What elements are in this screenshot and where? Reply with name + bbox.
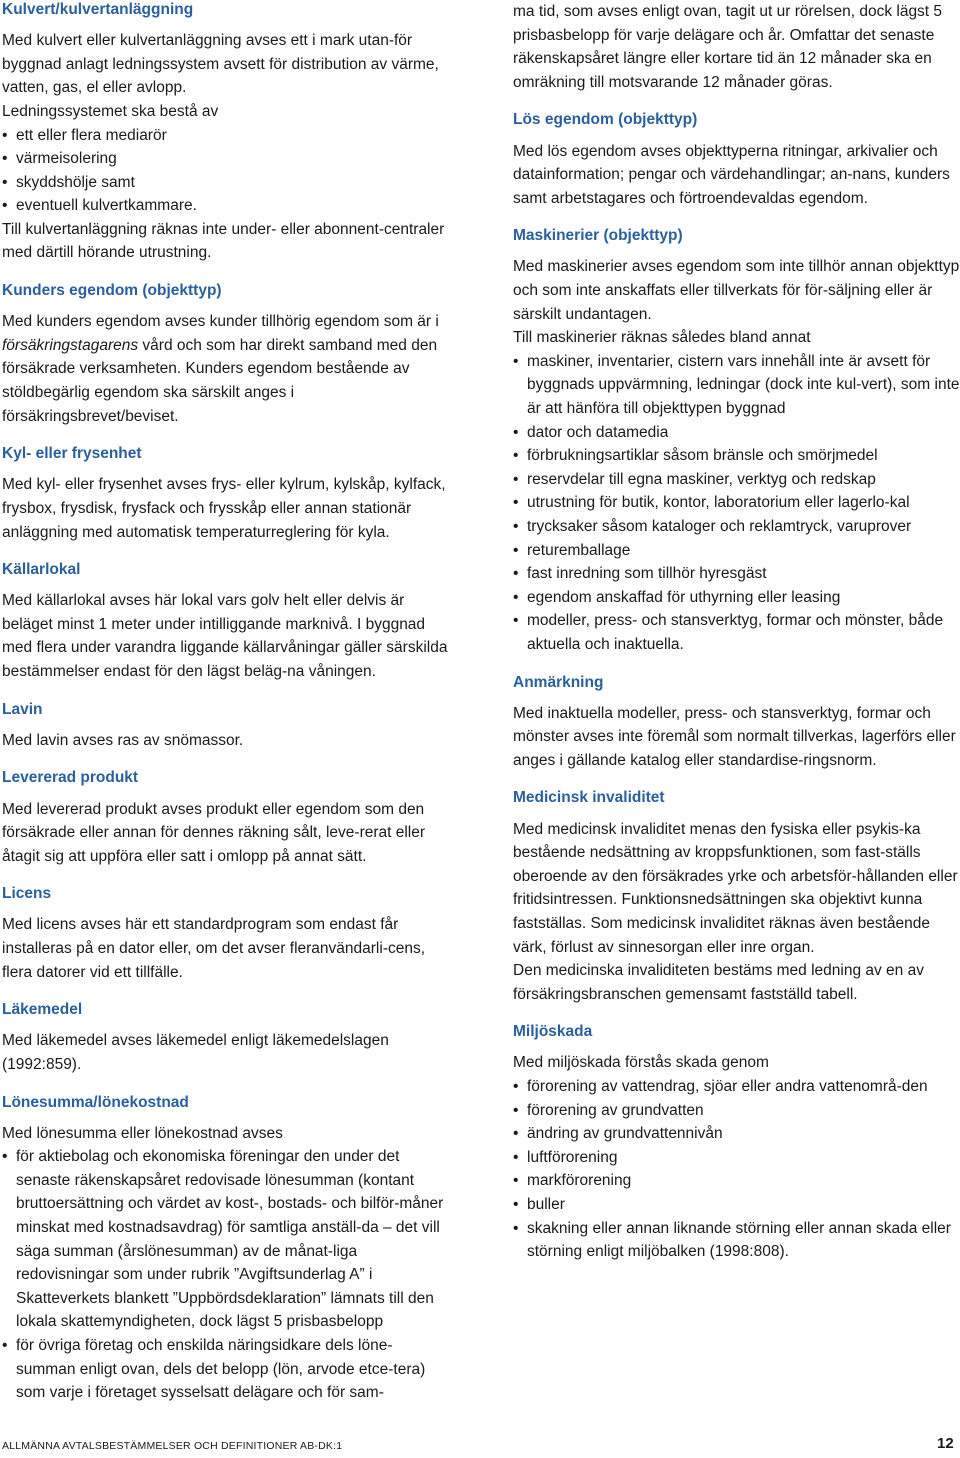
section-los-egendom-objekttyp (513, 110, 960, 210)
list-item: • fast inredning som tillhör hyresgäst (513, 562, 960, 586)
paragraph: Med kunders egendom avses kunder tillhörig egendom som är i försäkringstagarens vård och som har direkt samband med den försäkrade verksamheten. Kunders egendom bestående av stöldbegärlig egendom ska särskilt anges i försäkringsbrevet/beviset. (2, 313, 439, 425)
bullet-list (2, 124, 450, 218)
section-lakemedel (2, 1000, 450, 1076)
paragraph: Med läkemedel avses läkemedel enligt läkemedelslagen (1992:859). (2, 1032, 389, 1073)
section-kunders-egendom-objekttyp (2, 281, 450, 428)
section-licens (2, 884, 450, 984)
paragraph: Med lös egendom avses objekttyperna ritningar, arkivalier och datainformation; pengar och värdehandlingar; an-nans, kunders samt arbetstagares och förtroendevaldas egendom. (513, 142, 950, 207)
section-heading: Medicinsk invaliditet (513, 789, 665, 807)
list-item: • modeller, press- och stansverktyg, formar och mönster, både aktuella och inaktuella. (513, 609, 960, 656)
list-item: • utrustning för butik, kontor, laboratorium eller lagerlo-kal (513, 491, 960, 515)
section-heading: Levererad produkt (2, 769, 139, 787)
list-item: • skakning eller annan liknande störning eller annan skada eller störning enligt miljöbalken (1998:808). (513, 1217, 960, 1264)
paragraph: Med kyl- eller frysenhet avses frys- eller kylrum, kylskåp, kylfack, frysbox, frysdisk, frysfack och frysskåp eller annan stationär anläggning med automatisk temperaturreglering för kyla. (2, 476, 446, 541)
section-heading: Licens (2, 885, 52, 903)
section-medicinsk-invaliditet (513, 788, 960, 1006)
paragraph: Med lönesumma eller lönekostnad avses (2, 1124, 283, 1142)
bullet-list (513, 1075, 960, 1264)
section-heading: Kunders egendom (objekttyp) (2, 282, 222, 300)
list-item: • buller (513, 1193, 960, 1217)
paragraph: ma tid, som avses enligt ovan, tagit ut ur rörelsen, dock lägst 5 prisbasbelopp för varje delägare och år. Omfattar det senaste räkenskapsåret längre eller kortare tid än 12 månader ska en omräkning till motsvarande 12 månader göras. (513, 3, 943, 91)
section-maskinerier-objekttyp (513, 226, 960, 656)
footer-text: ALLMÄNNA AVTALSBESTÄMMELSER OCH DEFINITIONER AB-DK:1 (2, 1440, 343, 1452)
list-item: • luftförorening (513, 1146, 960, 1170)
list-item: • returemballage (513, 539, 960, 563)
bullet-list (2, 1145, 450, 1405)
section-heading: Maskinerier (objekttyp) (513, 227, 683, 245)
section-heading: Källarlokal (2, 561, 81, 579)
section-heading: Läkemedel (2, 1001, 83, 1019)
section-heading: Kulvert/kulvertanläggning (2, 1, 194, 18)
paragraph: Med licens avses här ett standardprogram som endast får installeras på en dator eller, om det avser fleranvändarli-cens, flera datorer vid ett tillfälle. (2, 916, 426, 981)
right-column (513, 0, 960, 1280)
section-lavin (2, 700, 450, 753)
section-kallarlokal (2, 560, 450, 684)
list-item: • för aktiebolag och ekonomiska föreningar den under det senaste räkenskapsåret redovisade lönesumman (kontant bruttoersättning och värdet av kost-, bostads- och bilför-måner minskat med kostnadsavdrag) för samtliga anställ-da – det vill säga summan (årslönesumman) av de månat-liga redovisningar som under rubrik ”Avgiftsunderlag A” i Skatteverkets blankett ”Uppbördsdeklaration” lämnats till den lokala skattemyndigheten, dock lägst 5 prisbasbelopp (2, 1145, 450, 1334)
list-item: • dator och datamedia (513, 421, 960, 445)
list-item: • egendom anskaffad för uthyrning eller leasing (513, 586, 960, 610)
paragraph: Med maskinerier avses egendom som inte tillhör annan objekttyp och som inte anskaffats eller tillverkats för för-säljning eller är särskilt undantagen. (513, 258, 960, 323)
list-item: • ett eller flera mediarör (2, 124, 450, 148)
section-kyl-eller-frysenhet (2, 444, 450, 544)
section-continued (513, 0, 960, 94)
list-item: • förorening av vattendrag, sjöar eller andra vattenområ-den (513, 1075, 960, 1099)
paragraph: Med kulvert eller kulvertanläggning avses ett i mark utan-för byggnad anlagt ledningssystem avsett för distribution av värme, vatten, gas, el eller avlopp. (2, 32, 439, 97)
list-item: • reservdelar till egna maskiner, verktyg och redskap (513, 468, 960, 492)
page-number: 12 (937, 1435, 954, 1452)
list-item: • maskiner, inventarier, cistern vars innehåll inte är avsett för byggnads uppvärmning, ledningar (dock inte kul-vert), som inte är att hänföra till objekttypen byggnad (513, 350, 960, 421)
section-heading: Lönesumma/lönekostnad (2, 1093, 189, 1111)
left-column (2, 0, 450, 1421)
section-heading: Lös egendom (objekttyp) (513, 111, 698, 129)
section-heading: Kyl- eller frysenhet (2, 445, 142, 463)
paragraph: Till maskinerier räknas således bland annat (513, 329, 811, 347)
section-levererad-produkt (2, 768, 450, 868)
paragraph: Med källarlokal avses här lokal vars golv helt eller delvis är beläget minst 1 meter under intilliggande marknivå. I byggnad med flera under varandra liggande källarvåningar gäller särskilda bestämmelser endast för den lägst beläg-na våningen. (2, 592, 448, 681)
list-item: • markförorening (513, 1169, 960, 1193)
paragraph: Till kulvertanläggning räknas inte under- eller abonnent-centraler med därtill hörande utrustning. (2, 220, 445, 262)
section-heading: Miljöskada (513, 1023, 593, 1041)
list-item: • förbrukningsartiklar såsom bränsle och smörjmedel (513, 444, 960, 468)
paragraph: Med levererad produkt avses produkt eller egendom som den försäkrade eller annan för dennes räkning sålt, leve-rerat eller åtagit sig att uppföra eller satt i omlopp på annat sätt. (2, 800, 426, 865)
list-item: • för övriga företag och enskilda näringsidkare dels löne-summan enligt ovan, dels det belopp (lön, arvode etce-tera) som varje i företaget sysselsatt delägare och för sam- (2, 1334, 450, 1405)
list-item: • trycksaker såsom kataloger och reklamtryck, varuprover (513, 515, 960, 539)
paragraph: Ledningssystemet ska bestå av (2, 102, 219, 120)
section-kulvert-kulvertanlaggning (2, 0, 450, 265)
section-miljoskada (513, 1022, 960, 1263)
list-item: • förorening av grundvatten (513, 1099, 960, 1123)
section-heading: Lavin (2, 700, 43, 718)
section-anmarkning (513, 673, 960, 773)
paragraph: Med lavin avses ras av snömassor. (2, 731, 244, 749)
paragraph: Den medicinska invaliditeten bestäms med ledning av en av försäkringsbranschen gemensamt fastställd tabell. (513, 962, 924, 1003)
section-heading: Anmärkning (513, 673, 604, 691)
list-item: • värmeisolering (2, 147, 450, 171)
list-item: • ändring av grundvattennivån (513, 1122, 960, 1146)
bullet-list (513, 350, 960, 657)
section-lonesumma-lonekostnad (2, 1093, 450, 1405)
paragraph: Med inaktuella modeller, press- och stansverktyg, formar och mönster avses inte föremål som normalt tillverkas, lagerförs eller anges i gällande katalog eller standardise-ringsnorm. (513, 704, 956, 769)
paragraph: Med medicinsk invaliditet menas den fysiska eller psykis-ka bestående nedsättning av kroppsfunktionen, som fast-ställs oberoende av den försäkrades yrke och arbetsför-hållanden eller fritidsintressen. Funktionsnedsättningen ska objektivt kunna fastställas. Som medicinsk invaliditet räknas även bestående värk, förlust av sinnesorgan eller inre organ. (513, 820, 958, 956)
paragraph: Med miljöskada förstås skada genom (513, 1054, 769, 1072)
list-item: • skyddshölje samt (2, 171, 450, 195)
list-item: • eventuell kulvertkammare. (2, 194, 450, 218)
